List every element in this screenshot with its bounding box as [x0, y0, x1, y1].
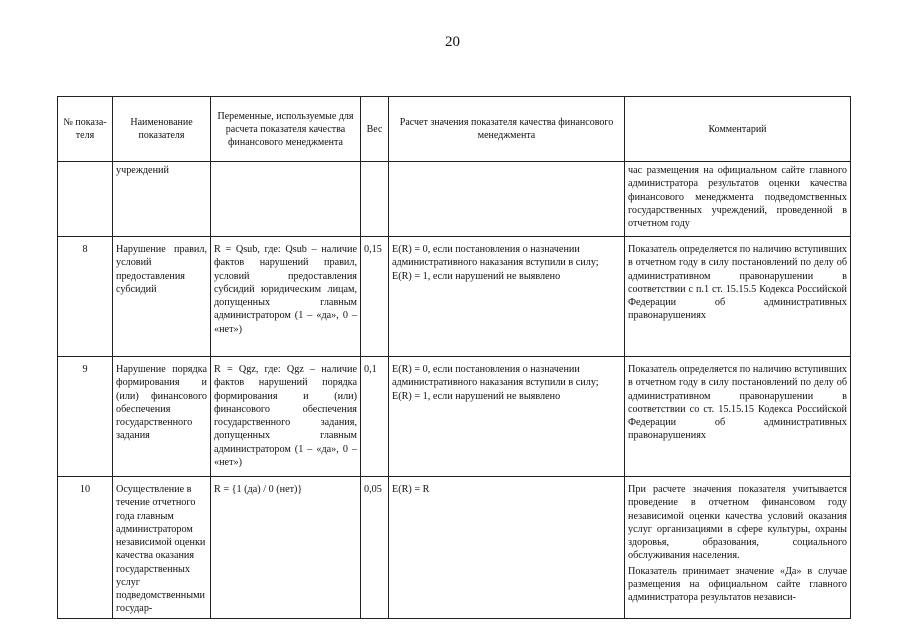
row-vars	[211, 162, 361, 237]
row-vars: R = Qgz, где: Qgz – наличие фактов нарушений порядка формирования и (или) финансового обеспечения государственного задания, допущенных главным администратором (1 – «да», 0 – «нет»)	[211, 357, 361, 477]
row-comment	[625, 477, 851, 619]
row-calc	[389, 162, 625, 237]
row-num: 9	[58, 357, 113, 477]
row-weight: 0,15	[361, 237, 389, 357]
comment-paragraph: час размещения на официальном сайте главного администратора результатов оценки качества финансового менеджмента подведомственных государственных учреждений, проведенной в отчетном году	[628, 165, 847, 229]
row-name: Осуществление в течение отчетного года главным администратором независимой оценки качества оказания государственных услуг подведомственными государ-	[113, 477, 211, 619]
page-number: 20	[445, 34, 460, 50]
row-name: Нарушение правил, условий предоставления субсидий	[113, 237, 211, 357]
header-calc: Расчет значения показателя качества финансового менеджмента	[389, 97, 625, 162]
row-num	[58, 162, 113, 237]
calc-line: E(R) = 1, если нарушений не выявлено	[392, 270, 561, 282]
table-row	[58, 237, 851, 357]
header-vars: Переменные, используемые для расчета показателя качества финансового менеджмента	[211, 97, 361, 162]
row-name: Нарушение порядка формирования и (или) финансового обеспечения государственного задания	[113, 357, 211, 477]
table-row	[58, 357, 851, 477]
header-comment: Комментарий	[625, 97, 851, 162]
calc-line: E(R) = 0, если постановления о назначении административного наказания вступили в силу;	[392, 364, 599, 389]
row-comment	[625, 237, 851, 357]
row-vars: R = {1 (да) / 0 (нет)}	[211, 477, 361, 619]
row-weight: 0,05	[361, 477, 389, 619]
row-comment	[625, 162, 851, 237]
comment-paragraph: Показатель принимает значение «Да» в случае размещения на официальном сайте главного администратора результатов независи-	[628, 565, 847, 603]
header-weight: Вес	[361, 97, 389, 162]
calc-line: E(R) = 1, если нарушений не выявлено	[392, 390, 561, 402]
indicators-table	[57, 96, 851, 619]
table-row	[58, 162, 851, 237]
header-name: Наименование показателя	[113, 97, 211, 162]
header-num: № показа-теля	[58, 97, 113, 162]
comment-paragraph: Показатель определяется по наличию вступивших в отчетном году в силу постановлений по делу об административном правонарушении в соответствии со ст. 15.15.15 Кодекса Российской Федерации об административных правонарушениях	[628, 364, 847, 442]
row-calc	[389, 477, 625, 619]
table-row	[58, 477, 851, 619]
row-comment	[625, 357, 851, 477]
calc-line: E(R) = R	[392, 484, 430, 495]
comment-paragraph: Показатель определяется по наличию вступивших в отчетном году в силу постановлений по делу об административном правонарушении в соответствии с п.1 ст. 15.15.5 Кодекса Российской Федерации об административных правонарушениях	[628, 244, 847, 322]
row-calc	[389, 237, 625, 357]
row-vars: R = Qsub, где: Qsub – наличие фактов нарушений правил, условий предоставления субсидий юридическим лицам, допущенных главным администратором (1 – «да», 0 – «нет»)	[211, 237, 361, 357]
table-header-row	[58, 97, 851, 162]
row-weight	[361, 162, 389, 237]
row-name: учреждений	[113, 162, 211, 237]
calc-line: E(R) = 0, если постановления о назначении административного наказания вступили в силу;	[392, 244, 599, 269]
row-weight: 0,1	[361, 357, 389, 477]
row-num: 8	[58, 237, 113, 357]
row-calc	[389, 357, 625, 477]
row-num: 10	[58, 477, 113, 619]
comment-paragraph: При расчете значения показателя учитывается проведение в отчетном финансовом году независимой оценки качества условий оказания услуг организациями в сфере культуры, охраны здоровья, образования, социального обслуживания населения.	[628, 484, 847, 562]
